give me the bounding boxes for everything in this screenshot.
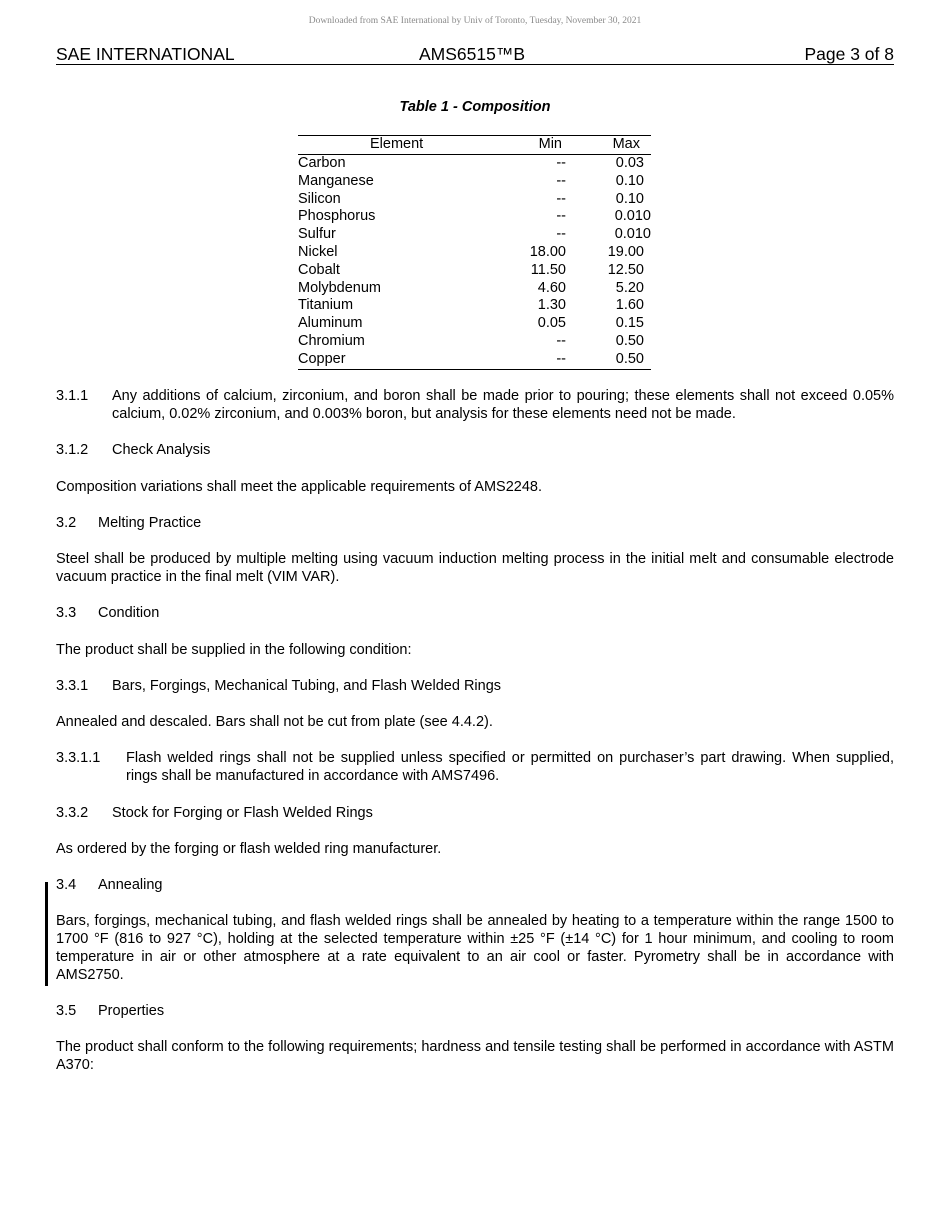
cell-max: 0.10 [615,190,644,207]
cell-min: -- [556,172,566,189]
download-watermark: Downloaded from SAE International by Univ of Toronto, Tuesday, November 30, 2021 [308,16,642,26]
cell-element: Carbon [298,155,346,171]
section-number-3-1-2: 3.1.2 [56,442,89,458]
cell-element: Cobalt [298,261,340,278]
section-number-3-5: 3.5 [56,1003,77,1019]
table-row [298,262,651,280]
cell-element: Phosphorus [298,208,376,225]
section-3-5-text: The product shall conform to the following requirements; hardness and tensile testing shall be performed in accordance with ASTM A370: [56,1039,894,1073]
section-number-3-3-1: 3.3.1 [56,678,89,694]
cell-element: Copper [298,350,346,367]
section-3-3-2-title: Stock for Forging or Flash Welded Rings [112,805,373,821]
cell-min: 0.05 [537,315,566,332]
table-caption: Table 1 - Composition [399,99,551,115]
cell-max: 0.50 [615,350,644,367]
section-3-2-text: Steel shall be produced by multiple melting using vacuum induction melting process in the initial melt and consumable electrode vacuum practice in the final melt (VIM VAR). [56,551,894,585]
cell-min: 1.30 [537,297,566,314]
cell-max: 0.010 [614,226,651,243]
section-3-1-1-text: Any additions of calcium, zirconium, and boron shall be made prior to pouring; these elements shall not exceed 0.05% calcium, 0.02% zirconium, and 0.003% boron, but analysis for these elements need not be made. [112,388,894,422]
section-3-3-1-text: Annealed and descaled. Bars shall not be cut from plate (see 4.4.2). [56,714,493,730]
table-row [298,244,651,262]
table-row [298,155,651,173]
section-number-3-3: 3.3 [56,605,77,621]
cell-max: 0.03 [615,155,644,171]
composition-table [298,135,651,370]
cell-element: Molybdenum [298,279,382,296]
table-row [298,280,651,298]
section-3-4-title: Annealing [98,877,163,893]
page-header [56,44,894,65]
cell-min: 18.00 [529,243,566,260]
table-row [298,191,651,209]
cell-max: 1.60 [615,297,644,314]
section-number-3-4: 3.4 [56,877,77,893]
header-page-number: Page 3 of 8 [804,44,894,64]
cell-max: 0.50 [615,332,644,349]
section-3-3-text: The product shall be supplied in the following condition: [56,642,412,658]
cell-element: Silicon [298,190,341,207]
cell-element: Manganese [298,172,374,189]
section-3-4-text: Bars, forgings, mechanical tubing, and flash welded rings shall be annealed by heating to a temperature within the range 1500 to 1700 °F (816 to 927 °C), holding at the selected temperature within ±25 °F (±14 °C) for 1 hour minimum, and cooling to room temperature in air or other atmosphere at a rate equivalent to an air cool or faster. Pyrometry shall be in accordance with AMS2750. [56,913,894,983]
cell-min: -- [556,208,566,225]
cell-max: 0.15 [615,315,644,332]
header-doc-number: AMS6515™B [419,44,526,64]
cell-max: 19.00 [607,243,644,260]
column-header-max: Max [612,136,640,152]
cell-min: 4.60 [537,279,566,296]
table-row [298,297,651,315]
section-3-1-2-text: Composition variations shall meet the applicable requirements of AMS2248. [56,479,543,495]
section-3-3-2-text: As ordered by the forging or flash welded ring manufacturer. [56,841,442,857]
cell-max: 12.50 [607,261,644,278]
table-row [298,351,651,369]
header-org: SAE INTERNATIONAL [56,44,235,64]
section-3-5-title: Properties [98,1003,165,1019]
table-row [298,173,651,191]
cell-element: Sulfur [298,226,336,243]
column-header-element: Element [370,136,424,152]
column-header-min: Min [538,136,562,152]
section-number-3-3-1-1: 3.3.1.1 [56,750,101,766]
section-3-3-1-title: Bars, Forgings, Mechanical Tubing, and Flash Welded Rings [112,678,502,694]
cell-min: -- [556,332,566,349]
section-3-3-title: Condition [98,605,160,621]
cell-max: 0.010 [614,208,651,225]
table-header-row [298,136,651,155]
section-number-3-3-2: 3.3.2 [56,805,89,821]
cell-min: -- [556,350,566,367]
cell-min: -- [556,226,566,243]
table-row [298,333,651,351]
cell-max: 0.10 [615,172,644,189]
cell-max: 5.20 [615,279,644,296]
section-3-1-2-title: Check Analysis [112,442,211,458]
cell-element: Titanium [298,297,354,314]
table-row [298,208,651,226]
section-3-3-1-1-text: Flash welded rings shall not be supplied unless specified or permitted on purchaser’s part drawing. When supplied, rings shall be manufactured in accordance with AMS7496. [126,750,894,784]
cell-min: -- [556,155,566,171]
section-number-3-1-1: 3.1.1 [56,388,89,404]
table-row [298,315,651,333]
cell-element: Nickel [298,243,338,260]
cell-min: -- [556,190,566,207]
cell-min: 11.50 [530,261,566,278]
section-3-2-title: Melting Practice [98,515,202,531]
revision-change-bar [45,882,48,986]
cell-element: Aluminum [298,315,363,332]
cell-element: Chromium [298,332,365,349]
section-number-3-2: 3.2 [56,515,77,531]
table-row [298,226,651,244]
